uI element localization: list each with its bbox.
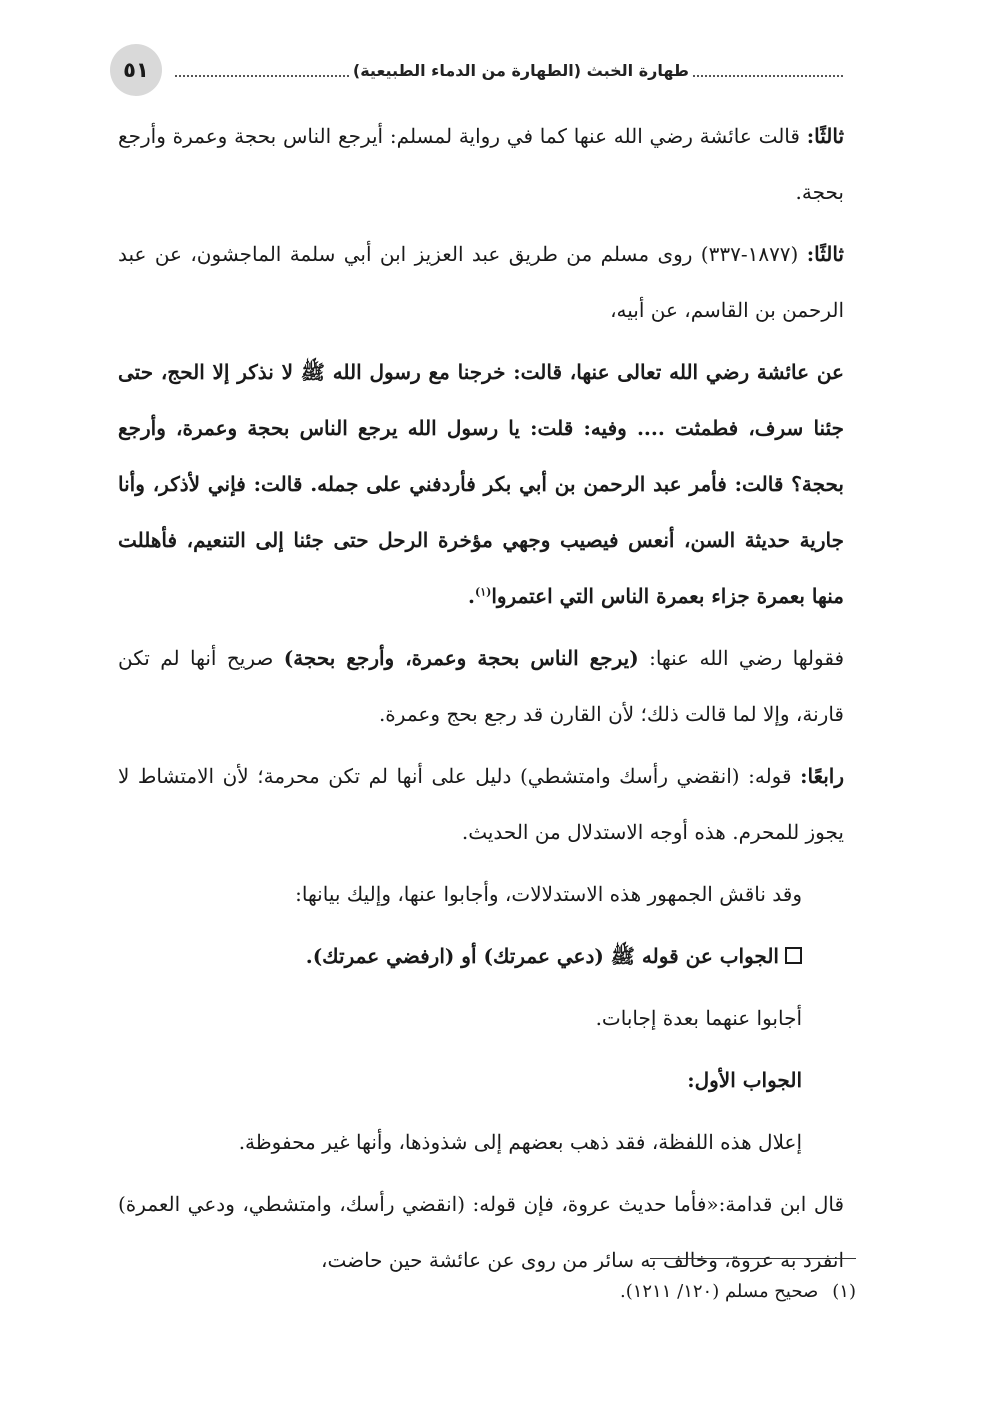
header-dots-right: [693, 75, 843, 77]
section-heading: [118, 928, 844, 984]
footnote-separator: [650, 1258, 856, 1259]
hadith-text: عن عائشة رضي الله تعالى عنها، قالت: خرجنا مع رسول الله ﷺ لا نذكر إلا الحج، حتى جئنا سرف، فطمثت .... وفيه: قلت: يا رسول الله يرجع الناس بحجة وعمرة، وأرجع بحجة؟ قالت: فأمر عبد الرحمن بن أبي بكر فأردفني على جمله. قالت: فإني لأذكر، وأنا جارية حديثة السن، أنعس فيصيب وجهي مؤخرة الرحل حتى جئنا إلى التنعيم، فأهللت منها بعمرة جزاء بعمرة الناس التي اعتمروا: [118, 360, 844, 608]
paragraph-1: [118, 108, 844, 220]
paragraph-10: [118, 1114, 844, 1170]
footnote: [480, 1276, 856, 1308]
paragraph-text: صريح أنها لم تكن قارنة، وإلا لما قالت ذلك؛ لأن القارن قد رجع بحج وعمرة.: [118, 646, 844, 726]
square-bullet-icon: [785, 947, 802, 964]
paragraph-4: [118, 630, 844, 742]
paragraph-8: [118, 990, 844, 1046]
header-dots-left: [175, 75, 349, 77]
running-header: [175, 58, 843, 82]
footnote-text: صحيح مسلم (١٢٠/ ١٢١١).: [619, 1281, 819, 1302]
paragraph-text: قالت عائشة رضي الله عنها كما في رواية لمسلم: أيرجع الناس بحجة وعمرة وأرجع بحجة.: [118, 124, 844, 204]
subheading-text: الجواب الأول:: [687, 1068, 802, 1092]
paragraph-text: إعلال هذه اللفظة، فقد ذهب بعضهم إلى شذوذها، وأنها غير محفوظة.: [238, 1130, 802, 1154]
paragraph-text: فقولها رضي الله عنها:: [638, 646, 845, 670]
paragraph-text: قوله: (انقضي رأسك وامتشطي) دليل على أنها لم تكن محرمة؛ لأن الامتشاط لا يجوز للمحرم. هذه أوجه الاستدلال من الحديث.: [118, 764, 844, 844]
paragraph-text: وقد ناقش الجمهور هذه الاستدلالات، وأجابوا عنها، وإليك بيانها:: [295, 882, 802, 906]
paragraph-11: [118, 1176, 844, 1288]
paragraph-text: أجابوا عنهما بعدة إجابات.: [595, 1006, 802, 1030]
paragraph-2: [118, 226, 844, 338]
heading-text: الجواب عن قوله ﷺ (دعي عمرتك) أو (ارفضي عمرتك).: [305, 944, 779, 968]
paragraph-lead: ثالثًا:: [806, 242, 844, 266]
paragraph-lead: ثالثًا:: [806, 124, 845, 148]
subheading-first-answer: [118, 1052, 844, 1108]
page-number-badge: ٥١: [110, 44, 162, 96]
quoted-phrase: (يرجع الناس بحجة وعمرة، وأرجع بحجة): [283, 646, 639, 670]
footnote-reference[interactable]: (١): [474, 585, 492, 599]
paragraph-text: (١٨٧٧-٣٣٧) روى مسلم من طريق عبد العزيز ابن أبي سلمة الماجشون، عن عبد الرحمن بن القاسم، عن أبيه،: [118, 242, 844, 322]
hadith-paragraph: [118, 344, 844, 624]
page-body: [118, 108, 844, 1294]
hadith-tail: .: [468, 584, 475, 608]
paragraph-5: [118, 748, 844, 860]
paragraph-lead: رابعًا:: [800, 764, 844, 788]
footnote-marker: (١): [832, 1281, 856, 1302]
paragraph-6: [118, 866, 844, 922]
paragraph-text: قال ابن قدامة:«فأما حديث عروة، فإن قوله: (انقضي رأسك، وامتشطي، ودعي العمرة) انفرد به عروة، وخالف به سائر من روى عن عائشة حين حاضت،: [118, 1192, 844, 1272]
running-title: طهارة الخبث (الطهارة من الدماء الطبيعية): [352, 60, 689, 80]
